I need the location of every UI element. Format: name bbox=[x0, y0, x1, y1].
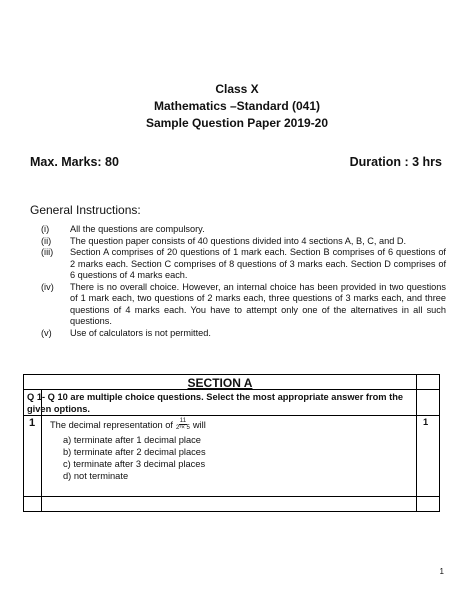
instruction-number: (iii) bbox=[41, 247, 54, 257]
section-a-title: SECTION A bbox=[187, 376, 253, 390]
instruction-number: (ii) bbox=[41, 235, 52, 246]
fraction-numerator: 11 bbox=[179, 418, 187, 424]
fraction-denominator: 2³× 5 bbox=[176, 425, 190, 431]
section-a-instructions: Q 1- Q 10 are multiple choice questions. Select the most appropriate answer from the given options. bbox=[27, 392, 404, 414]
instruction-item bbox=[41, 328, 446, 340]
paper-title: Sample Question Paper 2019-20 bbox=[145, 116, 329, 130]
option-d: d) not terminate bbox=[63, 471, 129, 481]
option-a: a) terminate after 1 decimal place bbox=[63, 435, 201, 445]
page-number: 1 bbox=[439, 567, 444, 576]
instruction-text: All the questions are compulsory. bbox=[70, 224, 205, 234]
row-divider bbox=[24, 415, 439, 416]
instruction-number: (i) bbox=[41, 224, 50, 234]
option-c: c) terminate after 3 decimal places bbox=[63, 459, 206, 469]
column-divider bbox=[416, 375, 417, 511]
instruction-text: Use of calculators is not permitted. bbox=[70, 327, 211, 338]
question-text bbox=[50, 418, 206, 431]
question-text-before: The decimal representation of bbox=[50, 419, 173, 430]
subject-title: Mathematics –Standard (041) bbox=[153, 99, 321, 113]
instructions-list bbox=[41, 224, 446, 339]
question-number: 1 bbox=[29, 417, 36, 429]
instruction-item bbox=[41, 247, 446, 282]
section-a-table bbox=[23, 374, 440, 512]
class-title: Class X bbox=[215, 82, 259, 96]
instruction-item bbox=[41, 224, 446, 236]
max-marks: Max. Marks: 80 bbox=[30, 155, 119, 169]
instruction-number: (iv) bbox=[41, 281, 54, 292]
instruction-text: There is no overall choice. However, an internal choice has been provided in two questions of 1 mark each, two questions of 2 marks each, three questions of 3 marks each, and three questions of 4 marks each. You have to attempt only one of the alternatives in all such questions. bbox=[70, 281, 446, 326]
instruction-text: Section A comprises of 20 questions of 1 mark each. Section B comprises of 6 questions of 2 marks each. Section C comprises of 8 questions of 3 marks each. Section D comprises of 6 questions of 4 marks each. bbox=[70, 247, 446, 280]
question-text-after: will bbox=[192, 419, 206, 430]
instruction-text: The question paper consists of 40 questions divided into 4 sections A, B, C, and D. bbox=[70, 235, 407, 246]
instruction-number: (v) bbox=[41, 327, 52, 338]
question-marks: 1 bbox=[423, 417, 429, 427]
row-divider bbox=[24, 496, 439, 497]
instruction-item bbox=[41, 282, 446, 328]
general-instructions-heading: General Instructions: bbox=[30, 203, 141, 217]
fraction bbox=[176, 418, 190, 431]
instruction-item bbox=[41, 236, 446, 248]
option-b: b) terminate after 2 decimal places bbox=[63, 447, 206, 457]
duration: Duration : 3 hrs bbox=[349, 155, 442, 169]
